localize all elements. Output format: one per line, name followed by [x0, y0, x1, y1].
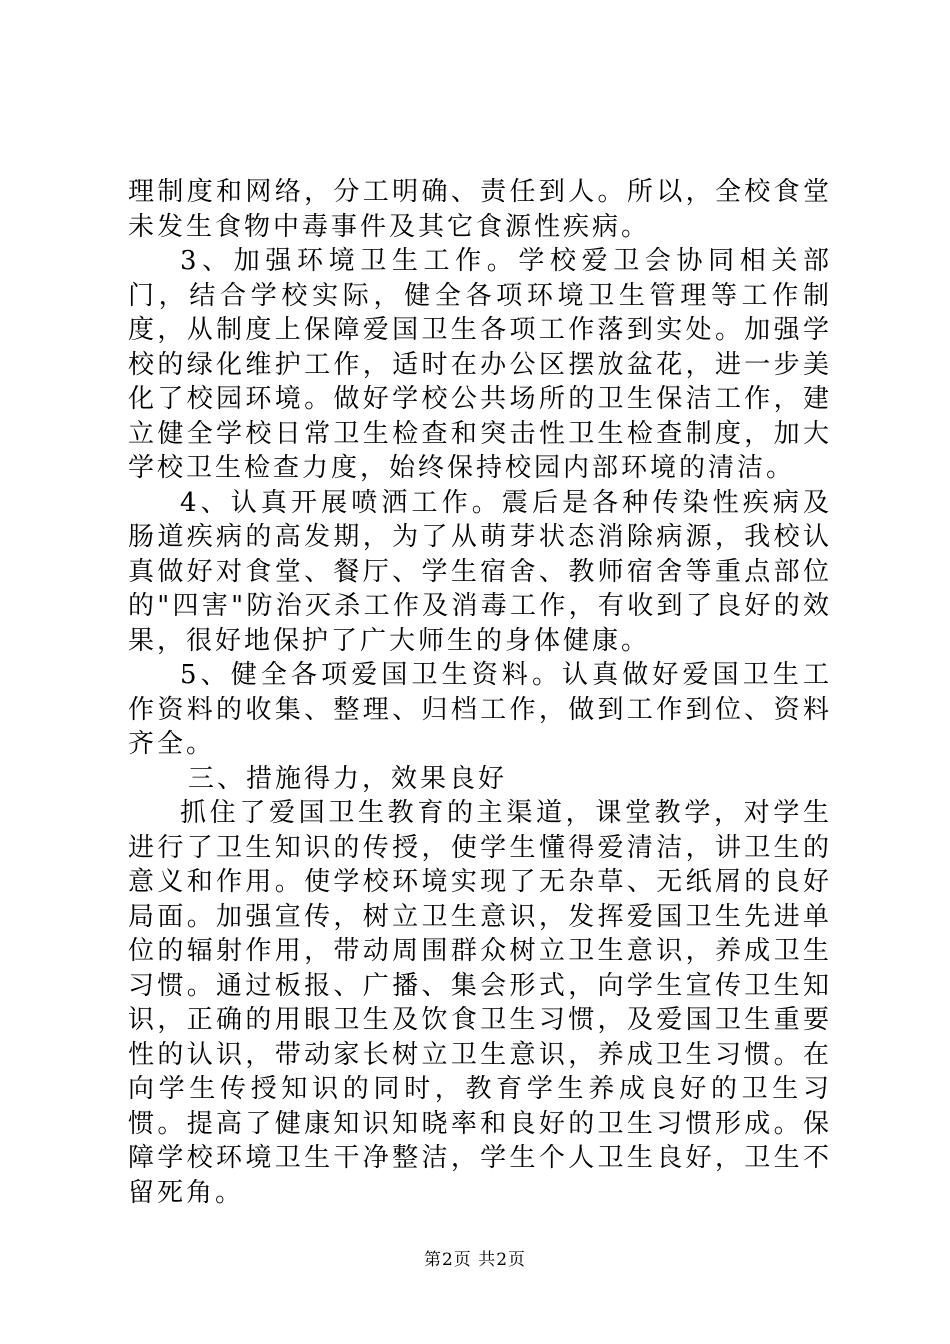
document-body [128, 175, 832, 1210]
paragraph-item-5: 5、健全各项爱国卫生资料。认真做好爱国卫生工作资料的收集、整理、归档工作，做到工作到位、资料齐全。 [128, 660, 832, 759]
section-heading: 三、措施得力，效果良好 [188, 763, 508, 794]
paragraph-item-3: 3、加强环境卫生工作。学校爱卫会协同相关部门，结合学校实际，健全各项环境卫生管理等工作制度，从制度上保障爱国卫生各项工作落到实处。加强学校的绿化维护工作，适时在办公区摆放盆花，进一步美化了校园环境。做好学校公共场所的卫生保洁工作，建立健全学校日常卫生检查和突击性卫生检查制度，加大学校卫生检查力度，始终保持校园内部环境的清洁。 [128, 246, 832, 483]
page-number: 第2页 共2页 [423, 1250, 527, 1270]
paragraph-continuation: 理制度和网络，分工明确、责任到人。所以，全校食堂未发生食物中毒事件及其它食源性疾病。 [128, 177, 832, 242]
paragraph-item-4: 4、认真开展喷洒工作。震后是各种传染性疾病及肠道疾病的高发期，为了从萌芽状态消除病源，我校认真做好对食堂、餐厅、学生宿舍、教师宿舍等重点部位的"四害"防治灭杀工作及消毒工作，有收到了良好的效果，很好地保护了广大师生的身体健康。 [128, 487, 832, 656]
paragraph-measures: 抓住了爱国卫生教育的主渠道，课堂教学，对学生进行了卫生知识的传授，使学生懂得爱清洁，讲卫生的意义和作用。使学校环境实现了无杂草、无纸屑的良好局面。加强宣传，树立卫生意识，发挥爱国卫生先进单位的辐射作用，带动周围群众树立卫生意识，养成卫生习惯。通过板报、广播、集会形式，向学生宣传卫生知识，正确的用眼卫生及饮食卫生习惯，及爱国卫生重要性的认识，带动家长树立卫生意识，养成卫生习惯。在向学生传授知识的同时，教育学生养成良好的卫生习惯。提高了健康知识知晓率和良好的卫生习惯形成。保障学校环境卫生干净整洁，学生个人卫生良好，卫生不留死角。 [128, 798, 832, 1208]
